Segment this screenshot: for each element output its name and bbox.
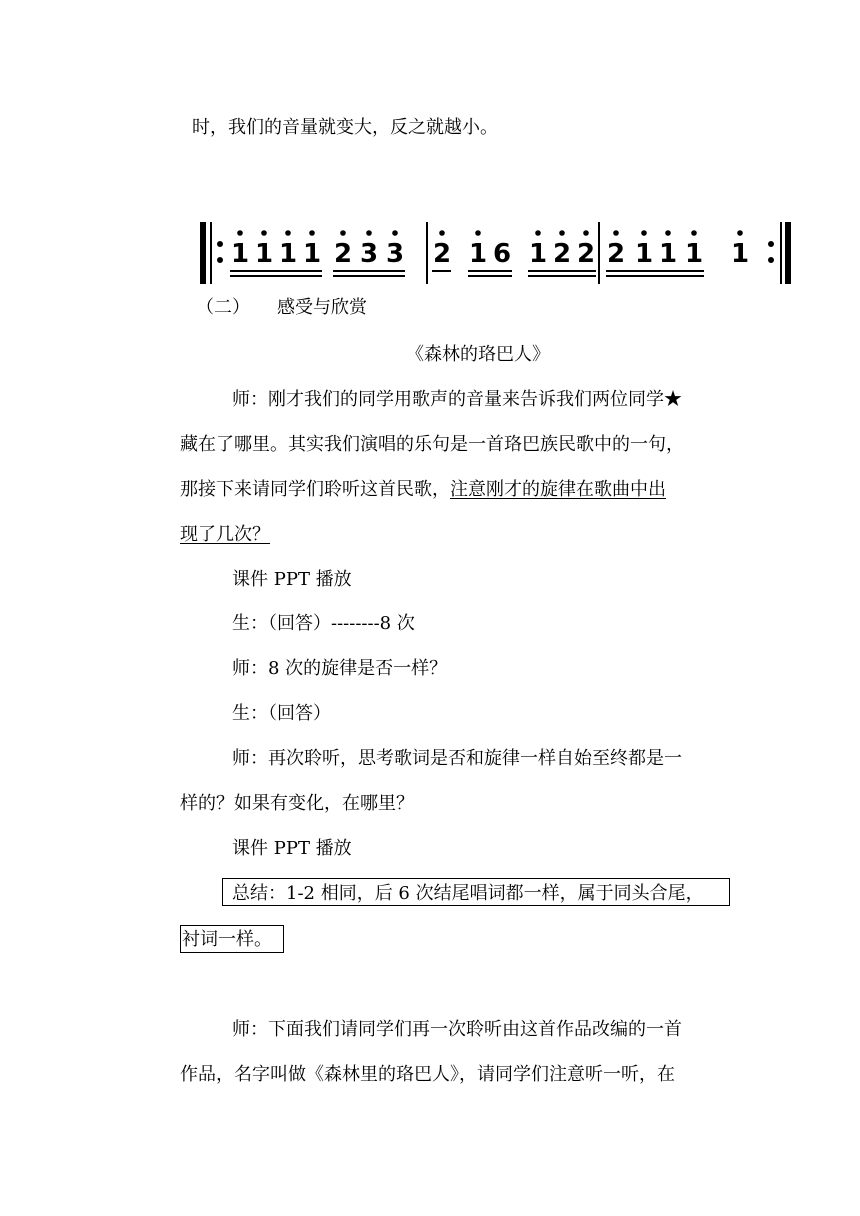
beam-underline <box>528 275 596 277</box>
ppt-play-note-2: 课件 PPT 播放 <box>232 838 352 859</box>
text-line-1: 时，我们的音量就变大，反之就越小。 <box>192 117 498 138</box>
beam-underline <box>432 270 451 272</box>
ppt-play-note-1: 课件 PPT 播放 <box>232 569 352 590</box>
beam-underline <box>606 270 704 272</box>
paragraph-4-line-2: 作品，名字叫做《森林里的珞巴人》，请同学们注意听一听，在 <box>180 1064 675 1085</box>
bar-line <box>426 222 428 284</box>
beam-underline <box>528 270 596 272</box>
teacher-question-3-line-2: 样的？如果有变化，在哪里？ <box>180 793 414 814</box>
summary-line-1: 总结：1-2 相同，后 6 次结尾唱词都一样，属于同头合尾， <box>232 883 704 904</box>
octave-dot <box>559 230 565 236</box>
teacher-question-2: 师：8 次的旋律是否一样？ <box>232 658 448 679</box>
note-digit: 2 <box>576 239 596 269</box>
octave-dot <box>475 230 481 236</box>
repeat-dot <box>217 257 223 263</box>
beam-underline <box>468 270 512 272</box>
octave-dot <box>340 230 346 236</box>
note-digit: 2 <box>432 239 452 269</box>
note-digit: 1 <box>230 239 250 269</box>
repeat-start-thin-bar <box>210 222 212 284</box>
note-digit: 2 <box>606 239 626 269</box>
octave-dot <box>439 230 445 236</box>
note-digit: 2 <box>333 239 353 269</box>
octave-dot <box>309 230 315 236</box>
octave-dot <box>237 230 243 236</box>
note-digit: 1 <box>468 239 488 269</box>
note-digit: 1 <box>254 239 274 269</box>
note-digit: 2 <box>552 239 572 269</box>
octave-dot <box>613 230 619 236</box>
note-digit: 1 <box>528 239 548 269</box>
repeat-start-thick-bar <box>200 222 206 284</box>
octave-dot <box>665 230 671 236</box>
octave-dot <box>641 230 647 236</box>
jianpu-notation <box>200 220 800 290</box>
note-digit: 1 <box>634 239 654 269</box>
repeat-end-thin-bar <box>780 222 782 284</box>
octave-dot <box>261 230 267 236</box>
note-digit: 1 <box>730 239 750 269</box>
beam-underline <box>230 270 322 272</box>
octave-dot <box>285 230 291 236</box>
bar-line <box>598 222 600 284</box>
paragraph-1-plain-text: 那接下来请同学们聆听这首民歌， <box>180 479 450 500</box>
song-title: 《森林的珞巴人》 <box>406 344 550 365</box>
note-digit: 3 <box>359 239 379 269</box>
octave-dot <box>392 230 398 236</box>
note-digit: 1 <box>684 239 704 269</box>
student-answer-1: 生：（回答）--------8 次 <box>232 613 415 634</box>
note-digit: 1 <box>302 239 322 269</box>
beam-underline <box>333 270 405 272</box>
octave-dot <box>737 230 743 236</box>
paragraph-1-line-2: 藏在了哪里。其实我们演唱的乐句是一首珞巴族民歌中的一句， <box>180 434 684 455</box>
paragraph-1-line-4: 现了几次？ <box>180 524 270 545</box>
repeat-dot <box>768 241 774 247</box>
beam-underline <box>230 275 322 277</box>
repeat-dot <box>768 257 774 263</box>
paragraph-1-line-3 <box>180 478 666 502</box>
note-digit: 3 <box>385 239 405 269</box>
octave-dot <box>366 230 372 236</box>
octave-dot <box>691 230 697 236</box>
octave-dot <box>583 230 589 236</box>
note-digit: 6 <box>492 239 512 269</box>
student-answer-2: 生：（回答） <box>232 703 331 724</box>
section-heading: （二） 感受与欣赏 <box>196 297 367 318</box>
repeat-end-thick-bar <box>785 222 791 284</box>
teacher-question-3-line-1: 师：再次聆听，思考歌词是否和旋律一样自始至终都是一 <box>232 748 682 769</box>
summary-line-2: 衬词一样。 <box>182 929 272 950</box>
paragraph-1-line-1: 师：刚才我们的同学用歌声的音量来告诉我们两位同学★ <box>232 389 682 410</box>
paragraph-4-line-1: 师：下面我们请同学们再一次聆听由这首作品改编的一首 <box>232 1019 682 1040</box>
beam-underline <box>333 275 405 277</box>
beam-underline <box>606 275 704 277</box>
octave-dot <box>535 230 541 236</box>
note-digit: 1 <box>278 239 298 269</box>
notation-notes <box>230 230 749 277</box>
beam-underline <box>468 275 512 277</box>
underlined-question: 注意刚才的旋律在歌曲中出 <box>450 479 666 500</box>
note-digit: 1 <box>658 239 678 269</box>
repeat-dot <box>217 241 223 247</box>
